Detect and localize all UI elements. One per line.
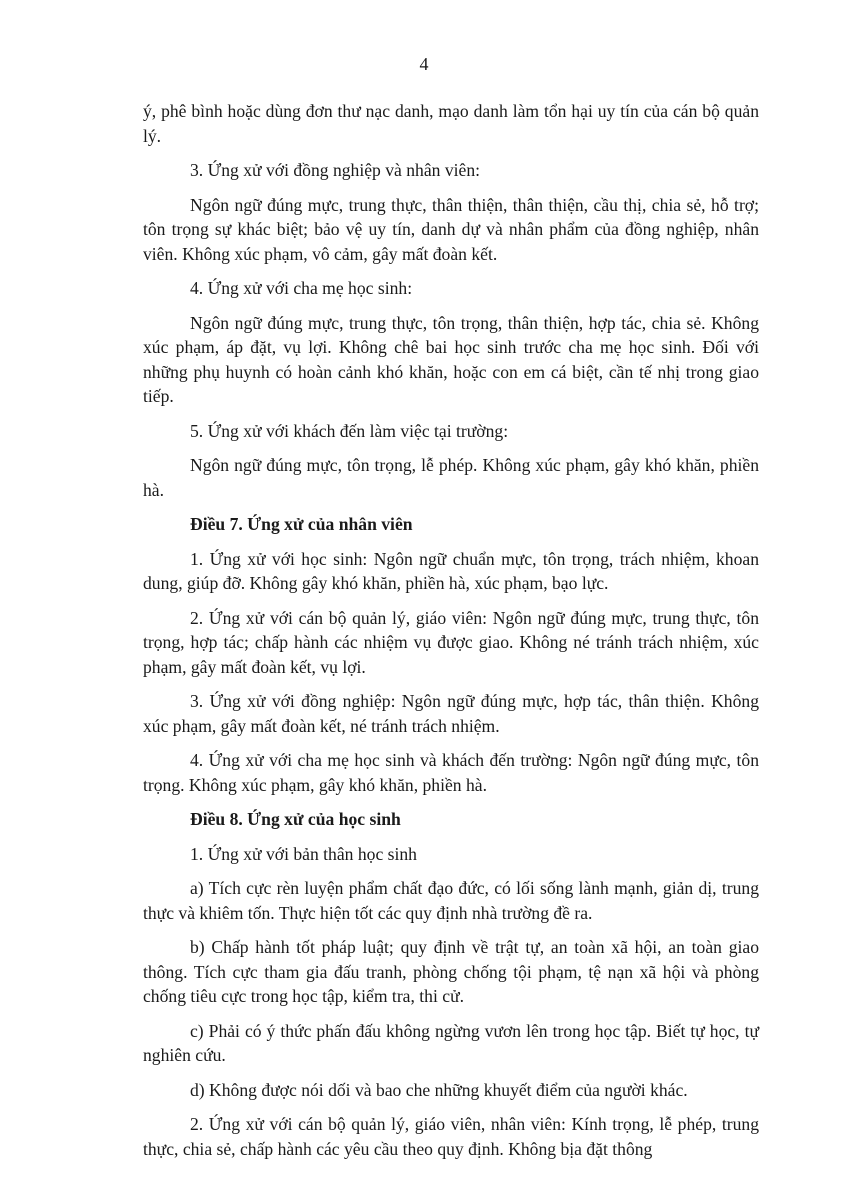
page-number: 4: [419, 54, 429, 74]
article-heading: Điều 7. Ứng xử của nhân viên: [190, 514, 413, 534]
list-item-heading: 4. Ứng xử với cha mẹ học sinh:: [190, 278, 413, 298]
paragraph: 3. Ứng xử với đồng nghiệp: Ngôn ngữ đúng mực, hợp tác, thân thiện. Không xúc phạm, gây mất đoàn kết, né tránh trách nhiệm.: [143, 691, 759, 736]
paragraph: 2. Ứng xử với cán bộ quản lý, giáo viên, nhân viên: Kính trọng, lễ phép, trung thực, chia sẻ, chấp hành các yêu cầu theo quy định. Không bịa đặt thông: [143, 1114, 759, 1159]
article-heading: Điều 8. Ứng xử của học sinh: [190, 809, 401, 829]
document-body: [143, 99, 759, 1161]
paragraph: 2. Ứng xử với cán bộ quản lý, giáo viên: Ngôn ngữ đúng mực, trung thực, tôn trọng, hợp tác; chấp hành các nhiệm vụ được giao. Không né tránh trách nhiệm, xúc phạm, gây mất đoàn kết, vụ lợi.: [143, 607, 759, 677]
paragraph: d) Không được nói dối và bao che những khuyết điểm của người khác.: [190, 1079, 688, 1100]
paragraph-continuation: ý, phê bình hoặc dùng đơn thư nạc danh, mạo danh làm tổn hại uy tín của cán bộ quản lý.: [143, 101, 759, 146]
list-item-heading: 1. Ứng xử với bản thân học sinh: [190, 843, 417, 864]
paragraph: Ngôn ngữ đúng mực, trung thực, thân thiện, thân thiện, cầu thị, chia sẻ, hỗ trợ; tôn trọng sự khác biệt; bảo vệ uy tín, danh dự và nhân phẩm của đồng nghiệp, nhân viên. Không xúc phạm, vô cảm, gây mất đoàn kết.: [143, 194, 759, 264]
paragraph: 1. Ứng xử với học sinh: Ngôn ngữ chuẩn mực, tôn trọng, trách nhiệm, khoan dung, giúp đỡ. Không gây khó khăn, phiền hà, xúc phạm, bạo lực.: [143, 548, 759, 593]
paragraph: b) Chấp hành tốt pháp luật; quy định về trật tự, an toàn xã hội, an toàn giao thông. Tích cực tham gia đấu tranh, phòng chống tội phạm, tệ nạn xã hội và phòng chống tiêu cực trong học tập, kiểm tra, thi cử.: [143, 937, 759, 1006]
paragraph: Ngôn ngữ đúng mực, tôn trọng, lễ phép. Không xúc phạm, gây khó khăn, phiền hà.: [143, 455, 759, 500]
paragraph: c) Phải có ý thức phấn đấu không ngừng vươn lên trong học tập. Biết tự học, tự nghiên cứu.: [143, 1020, 759, 1065]
paragraph: a) Tích cực rèn luyện phẩm chất đạo đức, có lối sống lành mạnh, giản dị, trung thực và khiêm tốn. Thực hiện tốt các quy định nhà trường đề ra.: [143, 878, 759, 923]
paragraph: Ngôn ngữ đúng mực, trung thực, tôn trọng, thân thiện, hợp tác, chia sẻ. Không xúc phạm, áp đặt, vụ lợi. Không chê bai học sinh trước cha mẹ học sinh. Đối với những phụ huynh có hoàn cảnh khó khăn, hoặc con em cá biệt, cần tế nhị trong giao tiếp.: [143, 312, 759, 406]
paragraph: 4. Ứng xử với cha mẹ học sinh và khách đến trường: Ngôn ngữ đúng mực, tôn trọng. Không xúc phạm, gây khó khăn, phiền hà.: [143, 750, 759, 795]
list-item-heading: 3. Ứng xử với đồng nghiệp và nhân viên:: [190, 160, 481, 180]
list-item-heading: 5. Ứng xử với khách đến làm việc tại trường:: [190, 420, 509, 441]
